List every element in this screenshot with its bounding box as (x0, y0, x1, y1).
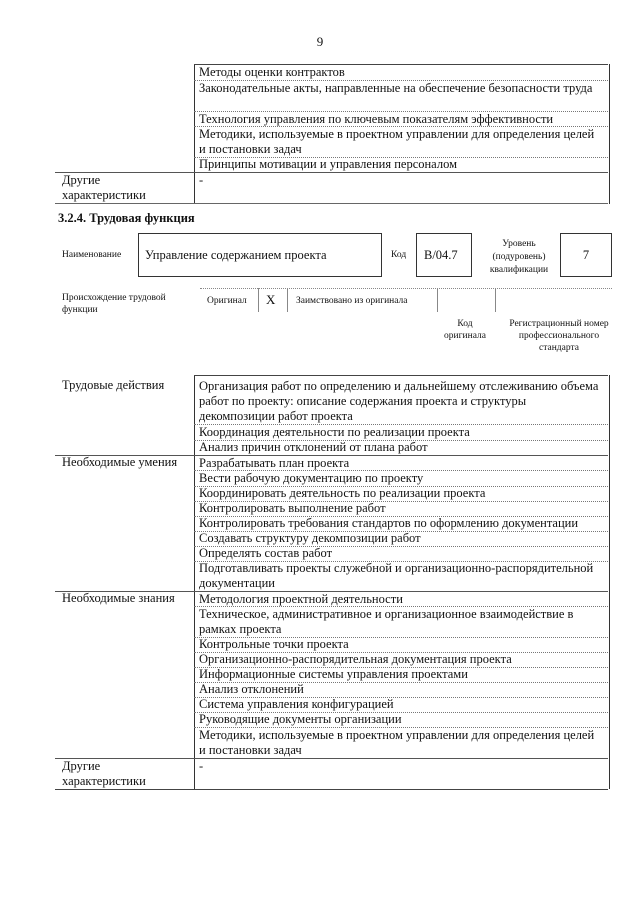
knowledge-item: Технология управления по ключевым показателям эффективности (199, 112, 554, 126)
origin-code-label: Код оригинала (444, 319, 486, 341)
code-value: В/04.7 (424, 248, 458, 262)
other-characteristics-value: - (199, 173, 204, 187)
origin-divider (287, 288, 288, 312)
other-characteristics-label: Другие характеристики (62, 759, 146, 788)
skill-item: Разрабатывать план проекта (199, 456, 350, 470)
skill-item: Контролировать выполнение работ (199, 501, 386, 515)
skill-item: Контролировать требования стандартов по оформлению документации (199, 516, 579, 530)
knowledge-item: Руководящие документы организации (199, 712, 402, 726)
origin-divider (437, 288, 438, 312)
origin-registration-label: Регистрационный номер профессионального стандарта (509, 319, 609, 353)
labor-actions-label: Трудовые действия (62, 378, 165, 392)
origin-borrowed-label: Заимствовано из оригинала (296, 296, 408, 306)
skill-item: Создавать структуру декомпозиции работ (199, 531, 421, 545)
labor-action-item: Координация деятельности по реализации проекта (199, 425, 470, 439)
knowledge-item: Организационно-распорядительная документация проекта (199, 652, 512, 666)
origin-original-label: Оригинал (207, 296, 247, 306)
knowledge-item: Техническое, административное и организационное взаимодействие в рамках проекта (199, 607, 574, 636)
table-divider (55, 203, 608, 204)
origin-label: Происхождение трудовой функции (62, 293, 166, 315)
section-heading: 3.2.4. Трудовая функция (58, 211, 195, 225)
knowledge-item: Методики, используемые в проектном управлении для определения целей и постановки задач (199, 728, 595, 757)
skill-item: Вести рабочую документацию по проекту (199, 471, 424, 485)
knowledge-item: Система управления конфигурацией (199, 697, 394, 711)
origin-original-mark: X (266, 292, 276, 307)
table-divider (55, 789, 608, 790)
required-knowledge-label: Необходимые знания (62, 591, 175, 605)
qualification-level-label: Уровень (подуровень) квалификации (489, 239, 549, 275)
function-name-value: Управление содержанием проекта (145, 248, 327, 262)
qualification-level-value: 7 (582, 248, 590, 262)
code-label: Код (391, 250, 407, 260)
origin-divider (495, 288, 496, 312)
skill-item: Определять состав работ (199, 546, 333, 560)
labor-action-item: Организация работ по определению и дальнейшему отслеживанию объема работ по проекту: описание содержания проекта и структуры декомпозиции работ проекта (199, 379, 599, 423)
knowledge-item: Методы оценки контрактов (199, 65, 345, 79)
knowledge-item: Методология проектной деятельности (199, 592, 403, 606)
knowledge-item: Принципы мотивации и управления персоналом (199, 157, 457, 171)
other-characteristics-value: - (199, 759, 204, 773)
labor-action-item: Анализ причин отклонений от плана работ (199, 440, 428, 454)
knowledge-item: Законодательные акты, направленные на обеспечение безопасности труда (199, 81, 593, 95)
knowledge-item: Информационные системы управления проектами (199, 667, 468, 681)
knowledge-item: Методики, используемые в проектном управлении для определения целей и постановки задач (199, 127, 595, 156)
origin-divider (258, 288, 259, 312)
knowledge-item: Контрольные точки проекта (199, 637, 349, 651)
other-characteristics-label: Другие характеристики (62, 173, 146, 202)
skill-item: Координировать деятельность по реализации проекта (199, 486, 486, 500)
table-divider (194, 375, 608, 376)
page-number: 9 (316, 34, 324, 49)
required-skills-label: Необходимые умения (62, 455, 178, 469)
knowledge-item: Анализ отклонений (199, 682, 304, 696)
origin-row-top-line (200, 288, 612, 289)
name-label: Наименование (62, 250, 122, 260)
skill-item: Подготавливать проекты служебной и организационно-распорядительной документации (199, 561, 594, 590)
